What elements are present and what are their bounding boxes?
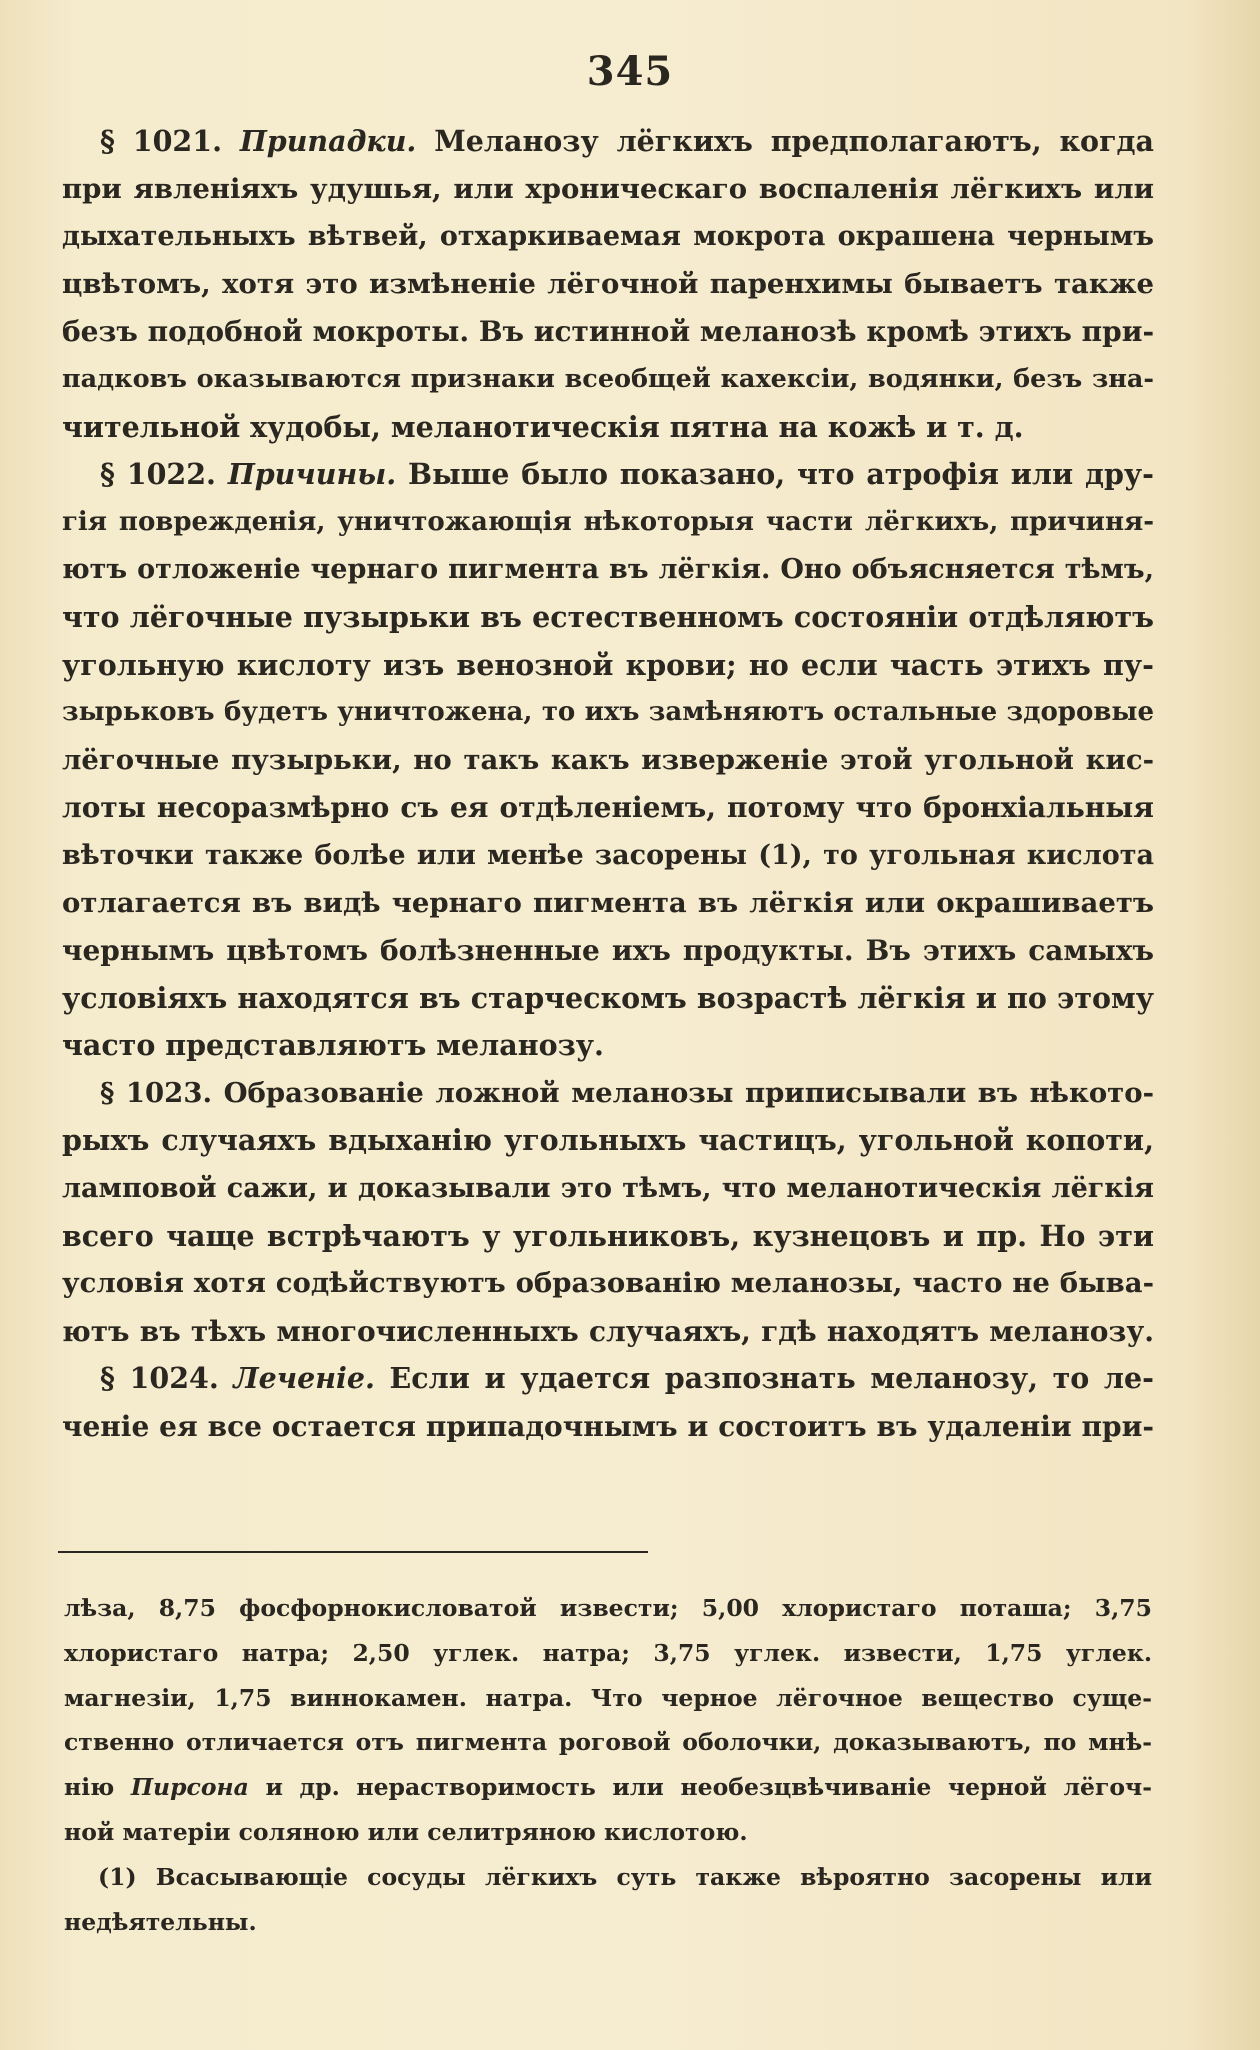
footnote-line: хлористаго натра; 2,50 углек. натра; 3,75 углек. извести, 1,75 углек. — [64, 1638, 1152, 1667]
text-line: § 1023. Образованіе ложной меланозы приписывали въ нѣкото- — [100, 1076, 1154, 1109]
text-line: § 1024. Леченіе. Если и удается разпознать меланозу, то ле- — [100, 1361, 1154, 1396]
footnotes — [64, 1586, 1152, 1944]
text-line: ютъ въ тѣхъ многочисленныхъ случаяхъ, гдѣ находятъ меланозу. — [62, 1314, 1154, 1348]
text-line: лёгочные пузырьки, но такъ какъ изверженіе этой угольной кис- — [62, 743, 1154, 776]
text-line: отлагается въ видѣ чернаго пигмента въ лёгкія или окрашиваетъ — [62, 886, 1154, 919]
footnote-line: лѣза, 8,75 фосфорнокисловатой извести; 5,00 хлористаго поташа; 3,75 — [64, 1594, 1152, 1622]
footnote-line: ственно отличается отъ пигмента роговой оболочки, доказываютъ, по мнѣ- — [64, 1728, 1152, 1757]
footnote-line: нію Пирсона и др. нерастворимость или необезцвѣчиваніе черной лёгоч- — [64, 1773, 1152, 1802]
page-number: 345 — [586, 48, 674, 95]
text-line: дыхательныхъ вѣтвей, отхаркиваемая мокрота окрашена чернымъ — [62, 221, 1154, 253]
text-line: ламповой сажи, и доказывали это тѣмъ, что меланотическія лёгкія — [62, 1173, 1154, 1205]
text-line: чернымъ цвѣтомъ болѣзненные ихъ продукты. Въ этихъ самыхъ — [62, 934, 1154, 968]
footnote-line: ной матеріи соляною или селитряною кислотою. — [64, 1817, 748, 1846]
main-text — [62, 118, 1154, 1451]
text-line: падковъ оказываются признаки всеобщей кахексіи, водянки, безъ зна- — [62, 363, 1154, 394]
text-line: зырьковъ будетъ уничтожена, то ихъ замѣняютъ остальные здоровые — [62, 697, 1154, 728]
text-line: условіяхъ находятся въ старческомъ возрастѣ лёгкія и по этому — [62, 980, 1154, 1015]
text-line: ченіе ея все остается припадочнымъ и состоитъ въ удаленіи при- — [62, 1410, 1154, 1444]
text-line: угольную кислоту изъ венозной крови; но если часть этихъ пу- — [62, 647, 1154, 682]
footnote-line: недѣятельны. — [64, 1907, 257, 1936]
text-line: всего чаще встрѣчаютъ у угольниковъ, кузнецовъ и пр. Но эти — [62, 1218, 1154, 1253]
footnote-line: магнезіи, 1,75 виннокамен. натра. Что черное лёгочное вещество суще- — [64, 1683, 1152, 1712]
text-line: ютъ отложеніе чернаго пигмента въ лёгкія. Оно объясняется тѣмъ, — [62, 554, 1154, 586]
text-line: вѣточки также болѣе или менѣе засорены (1), то угольная кислота — [62, 839, 1154, 871]
text-line: при явленіяхъ удушья, или хроническаго воспаленія лёгкихъ или — [62, 172, 1154, 205]
text-line: § 1022. Причины. Выше было показано, что атрофія или дру- — [100, 457, 1154, 492]
text-line: лоты несоразмѣрно съ ея отдѣленіемъ, потому что бронхіальныя — [62, 791, 1154, 825]
text-line: безъ подобной мокроты. Въ истинной меланозѣ кромѣ этихъ при- — [62, 315, 1154, 349]
text-line: условія хотя содѣйствуютъ образованію меланозы, часто не быва- — [62, 1267, 1154, 1300]
text-line: § 1021. Припадки. Меланозу лёгкихъ предполагаютъ, когда — [100, 124, 1154, 158]
text-line: чительной худобы, меланотическія пятна на кожѣ и т. д. — [62, 409, 1024, 444]
text-line: рыхъ случаяхъ вдыханію угольныхъ частицъ, угольной копоти, — [62, 1123, 1154, 1158]
text-line: часто представляютъ меланозу. — [62, 1028, 604, 1063]
footnote-line: (1) Всасывающіе сосуды лёгкихъ суть также вѣроятно засорены или — [98, 1862, 1152, 1891]
text-line: цвѣтомъ, хотя это измѣненіе лёгочной паренхимы бываетъ также — [62, 267, 1154, 300]
text-line: что лёгочные пузырьки въ естественномъ состояніи отдѣляютъ — [62, 599, 1154, 634]
text-line: гія поврежденія, уничтожающія нѣкоторыя части лёгкихъ, причиня- — [62, 506, 1154, 537]
footnote-separator — [58, 1551, 648, 1553]
